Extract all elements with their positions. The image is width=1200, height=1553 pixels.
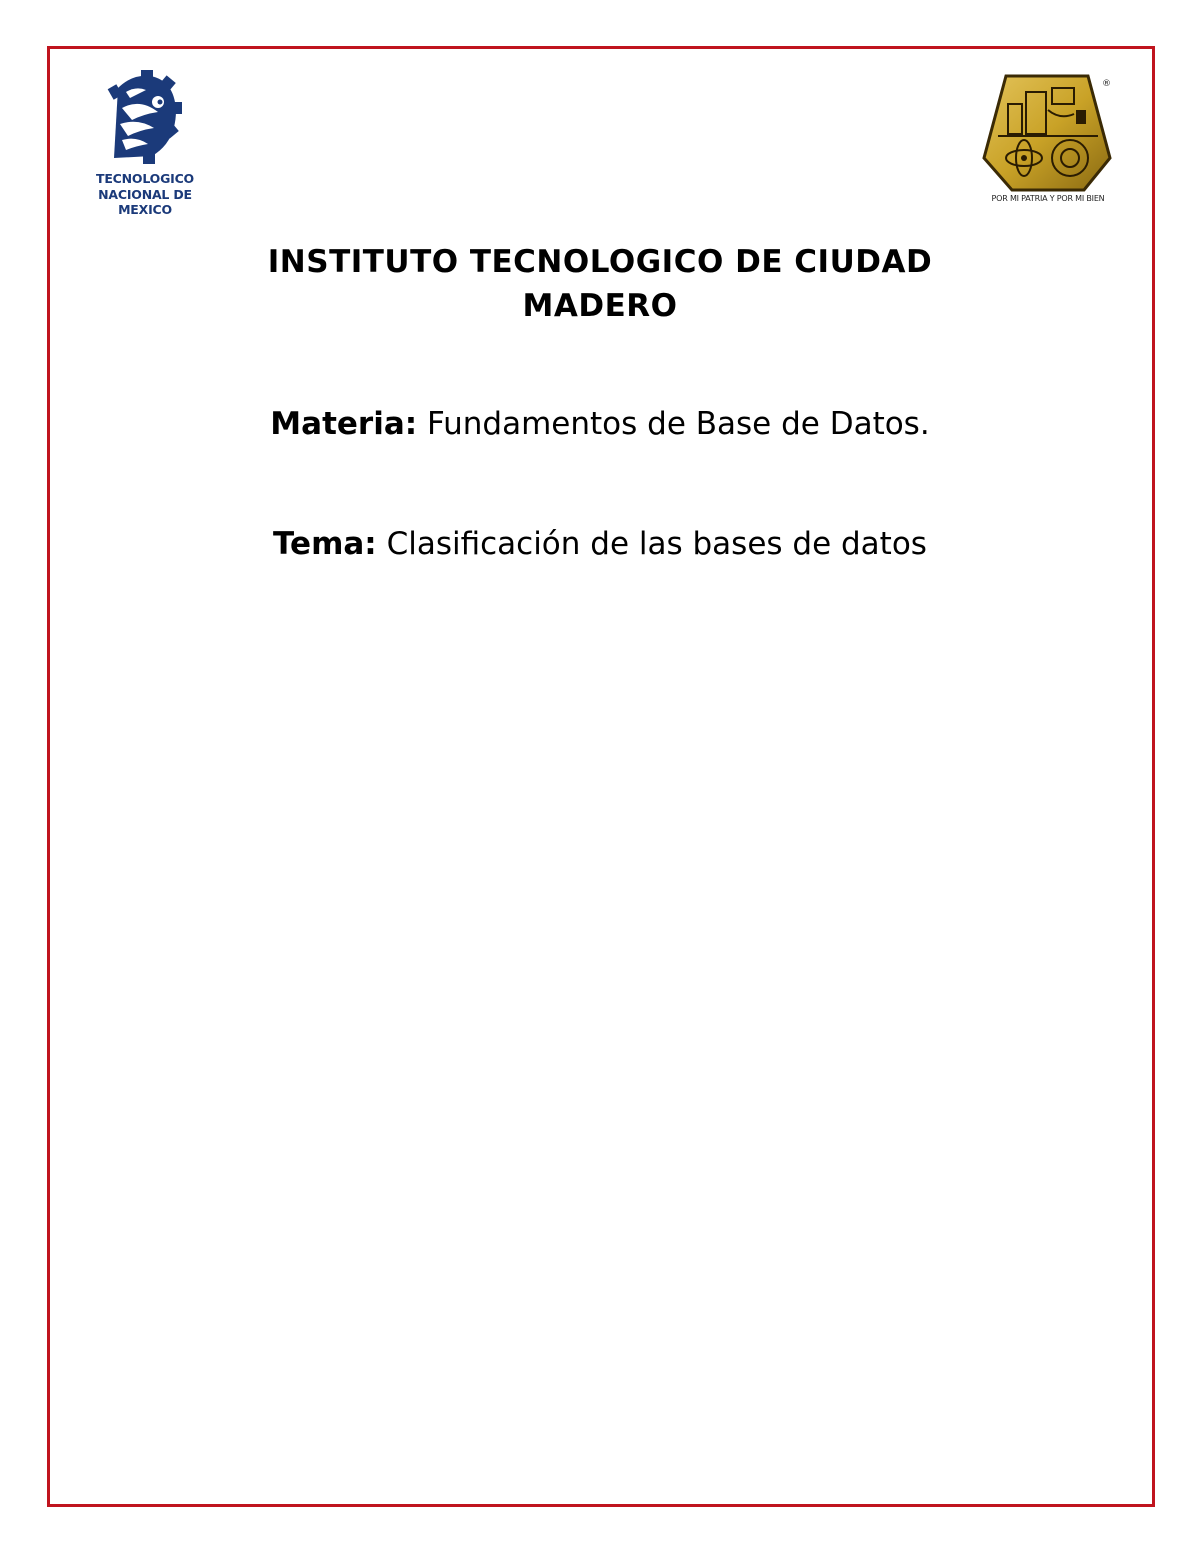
tema-field [150, 524, 1050, 564]
title-line2: MADERO [522, 288, 678, 324]
materia-value: Fundamentos de Base de Datos. [427, 406, 930, 442]
motto-text: POR MI PATRIA Y POR MI BIEN [991, 194, 1105, 203]
logo-text-line1: TECNOLOGICO [96, 171, 194, 186]
svg-text:®: ® [1102, 79, 1111, 89]
logo-text-line2: NACIONAL DE MEXICO [98, 187, 192, 217]
shield-icon [978, 70, 1118, 192]
itcm-logo [978, 70, 1118, 210]
tecnm-logo [70, 68, 220, 217]
institution-title [150, 240, 1050, 328]
tema-label: Tema: [273, 526, 377, 562]
materia-field [150, 404, 1050, 444]
tema-value: Clasificación de las bases de datos [386, 526, 927, 562]
materia-label: Materia: [270, 406, 418, 442]
gear-eagle-icon [70, 68, 220, 168]
title-line1: INSTITUTO TECNOLOGICO DE CIUDAD [267, 244, 933, 280]
